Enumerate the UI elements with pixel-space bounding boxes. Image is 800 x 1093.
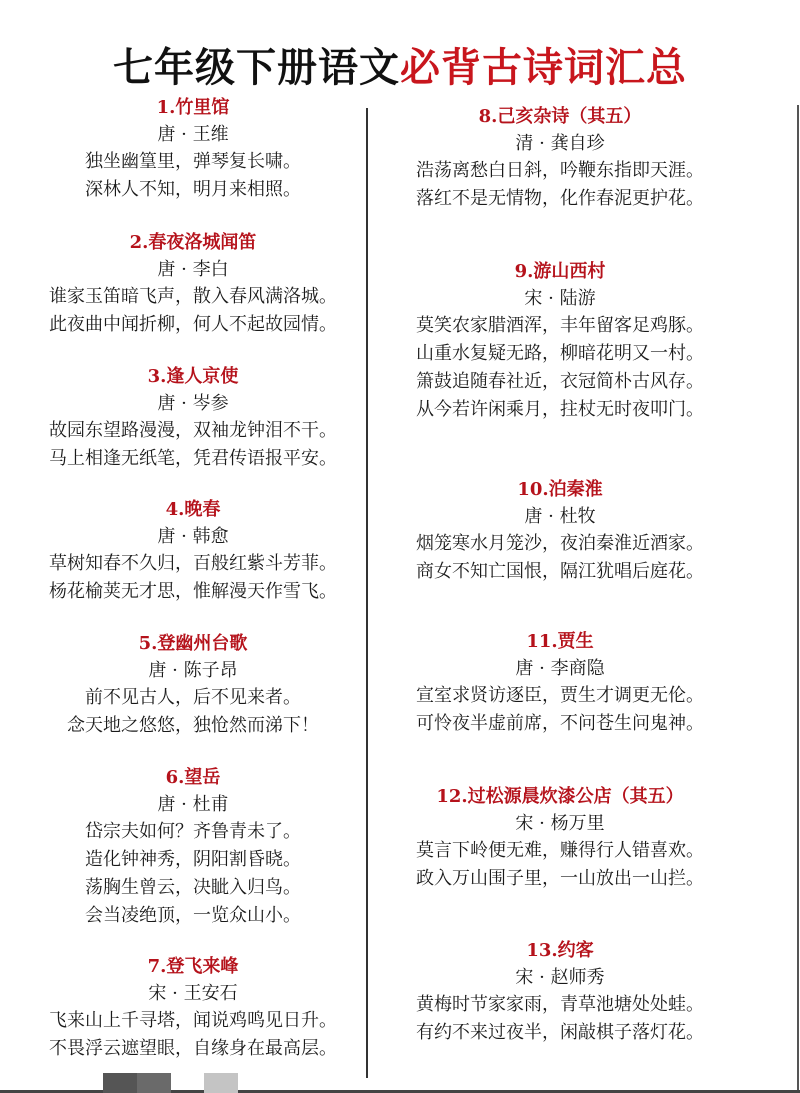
poem-line: 烟笼寒水月笼沙，夜泊秦淮近酒家。 xyxy=(416,533,704,554)
poem-line: 深林人不知，明月来相照。 xyxy=(85,179,301,200)
bottom-artifact xyxy=(204,1073,238,1093)
poem-line: 马上相逢无纸笔，凭君传语报平安。 xyxy=(49,448,337,469)
poem-line: 山重水复疑无路，柳暗花明又一村。 xyxy=(416,343,704,364)
poem-line: 独坐幽篁里，弹琴复长啸。 xyxy=(85,151,301,172)
poem-author: 唐 · 陈子昂 xyxy=(148,660,238,681)
poem xyxy=(380,783,740,893)
poem-author: 唐 · 李商隐 xyxy=(515,658,605,679)
poem xyxy=(380,476,740,586)
poem-line: 念天地之悠悠，独怆然而涕下！ xyxy=(67,715,319,736)
poem xyxy=(380,103,740,213)
poem xyxy=(10,94,376,204)
poem-line: 造化钟神秀，阴阳割昏晓。 xyxy=(85,849,301,870)
poem-author: 宋 · 杨万里 xyxy=(515,813,605,834)
poem-title: 11.贾生 xyxy=(526,631,594,652)
poem-title: 7.登飞来峰 xyxy=(147,956,239,977)
poem-title: 4.晚春 xyxy=(165,499,221,520)
poem-line: 从今若许闲乘月，拄杖无时夜叩门。 xyxy=(416,399,704,420)
title-red-part: 必背古诗词汇总 xyxy=(400,44,687,91)
poem-title: 8.己亥杂诗（其五） xyxy=(478,106,642,127)
poem xyxy=(10,363,376,473)
poem-author: 宋 · 王安石 xyxy=(148,983,238,1004)
poem xyxy=(10,496,376,606)
poem-title: 13.约客 xyxy=(526,940,594,961)
poem-line: 故园东望路漫漫，双袖龙钟泪不干。 xyxy=(49,420,337,441)
poem-line: 莫言下岭便无难，赚得行人错喜欢。 xyxy=(416,840,704,861)
poem-author: 宋 · 陆游 xyxy=(524,288,596,309)
poem-author: 唐 · 岑参 xyxy=(157,393,229,414)
poem-author: 唐 · 杜牧 xyxy=(524,506,596,527)
poem xyxy=(380,937,740,1047)
poem-title: 3.逢人京使 xyxy=(147,366,239,387)
poem xyxy=(380,628,740,738)
poem-line: 谁家玉笛暗飞声，散入春风满洛城。 xyxy=(49,286,337,307)
poem-line: 会当凌绝顶，一览众山小。 xyxy=(85,905,301,926)
poem-author: 唐 · 杜甫 xyxy=(157,794,229,815)
poem-line: 黄梅时节家家雨，青草池塘处处蛙。 xyxy=(416,994,704,1015)
bottom-artifact xyxy=(103,1073,137,1093)
poem-author: 宋 · 赵师秀 xyxy=(515,967,605,988)
poem xyxy=(10,953,376,1063)
poem-line: 落红不是无情物，化作春泥更护花。 xyxy=(416,188,704,209)
poem-line: 前不见古人，后不见来者。 xyxy=(85,687,301,708)
poem-title: 2.春夜洛城闻笛 xyxy=(129,232,257,253)
poem-line: 不畏浮云遮望眼，自缘身在最高层。 xyxy=(49,1038,337,1059)
poem-line: 宣室求贤访逐臣，贾生才调更无伦。 xyxy=(416,685,704,706)
poem xyxy=(380,258,740,424)
poem-line: 可怜夜半虚前席，不问苍生问鬼神。 xyxy=(416,713,704,734)
poem-line: 飞来山上千寻塔，闻说鸡鸣见日升。 xyxy=(49,1010,337,1031)
poem-line: 浩荡离愁白日斜，吟鞭东指即天涯。 xyxy=(416,160,704,181)
poem-line: 商女不知亡国恨，隔江犹唱后庭花。 xyxy=(416,561,704,582)
poem-line: 杨花榆荚无才思，惟解漫天作雪飞。 xyxy=(49,581,337,602)
poem-author: 唐 · 韩愈 xyxy=(157,526,229,547)
poem-title: 12.过松源晨炊漆公店（其五） xyxy=(436,786,684,807)
poem xyxy=(10,229,376,339)
poem-title: 1.竹里馆 xyxy=(156,97,230,118)
poem-line: 箫鼓追随春社近，衣冠简朴古风存。 xyxy=(416,371,704,392)
poem-author: 唐 · 王维 xyxy=(157,124,229,145)
poem-title: 5.登幽州台歌 xyxy=(138,633,248,654)
poem-author: 唐 · 李白 xyxy=(157,259,229,280)
poem-line: 荡胸生曾云，决眦入归鸟。 xyxy=(85,877,301,898)
poem-line: 岱宗夫如何？齐鲁青未了。 xyxy=(85,821,301,842)
poem-title: 6.望岳 xyxy=(165,767,221,788)
poem-title: 9.游山西村 xyxy=(514,261,606,282)
poem xyxy=(10,764,376,930)
poem-line: 有约不来过夜半，闲敲棋子落灯花。 xyxy=(416,1022,704,1043)
page-right-border xyxy=(797,105,799,1090)
poem-line: 莫笑农家腊酒浑，丰年留客足鸡豚。 xyxy=(416,315,704,336)
poem-line: 此夜曲中闻折柳，何人不起故园情。 xyxy=(49,314,337,335)
poem-author: 清 · 龚自珍 xyxy=(515,133,605,154)
page-title xyxy=(0,40,800,96)
poem-line: 政入万山围子里，一山放出一山拦。 xyxy=(416,868,704,889)
title-black-part: 七年级下册语文 xyxy=(113,44,400,91)
poem-line: 草树知春不久归，百般红紫斗芳菲。 xyxy=(49,553,337,574)
bottom-artifact xyxy=(137,1073,171,1093)
poem xyxy=(10,630,376,740)
poem-title: 10.泊秦淮 xyxy=(517,479,603,500)
